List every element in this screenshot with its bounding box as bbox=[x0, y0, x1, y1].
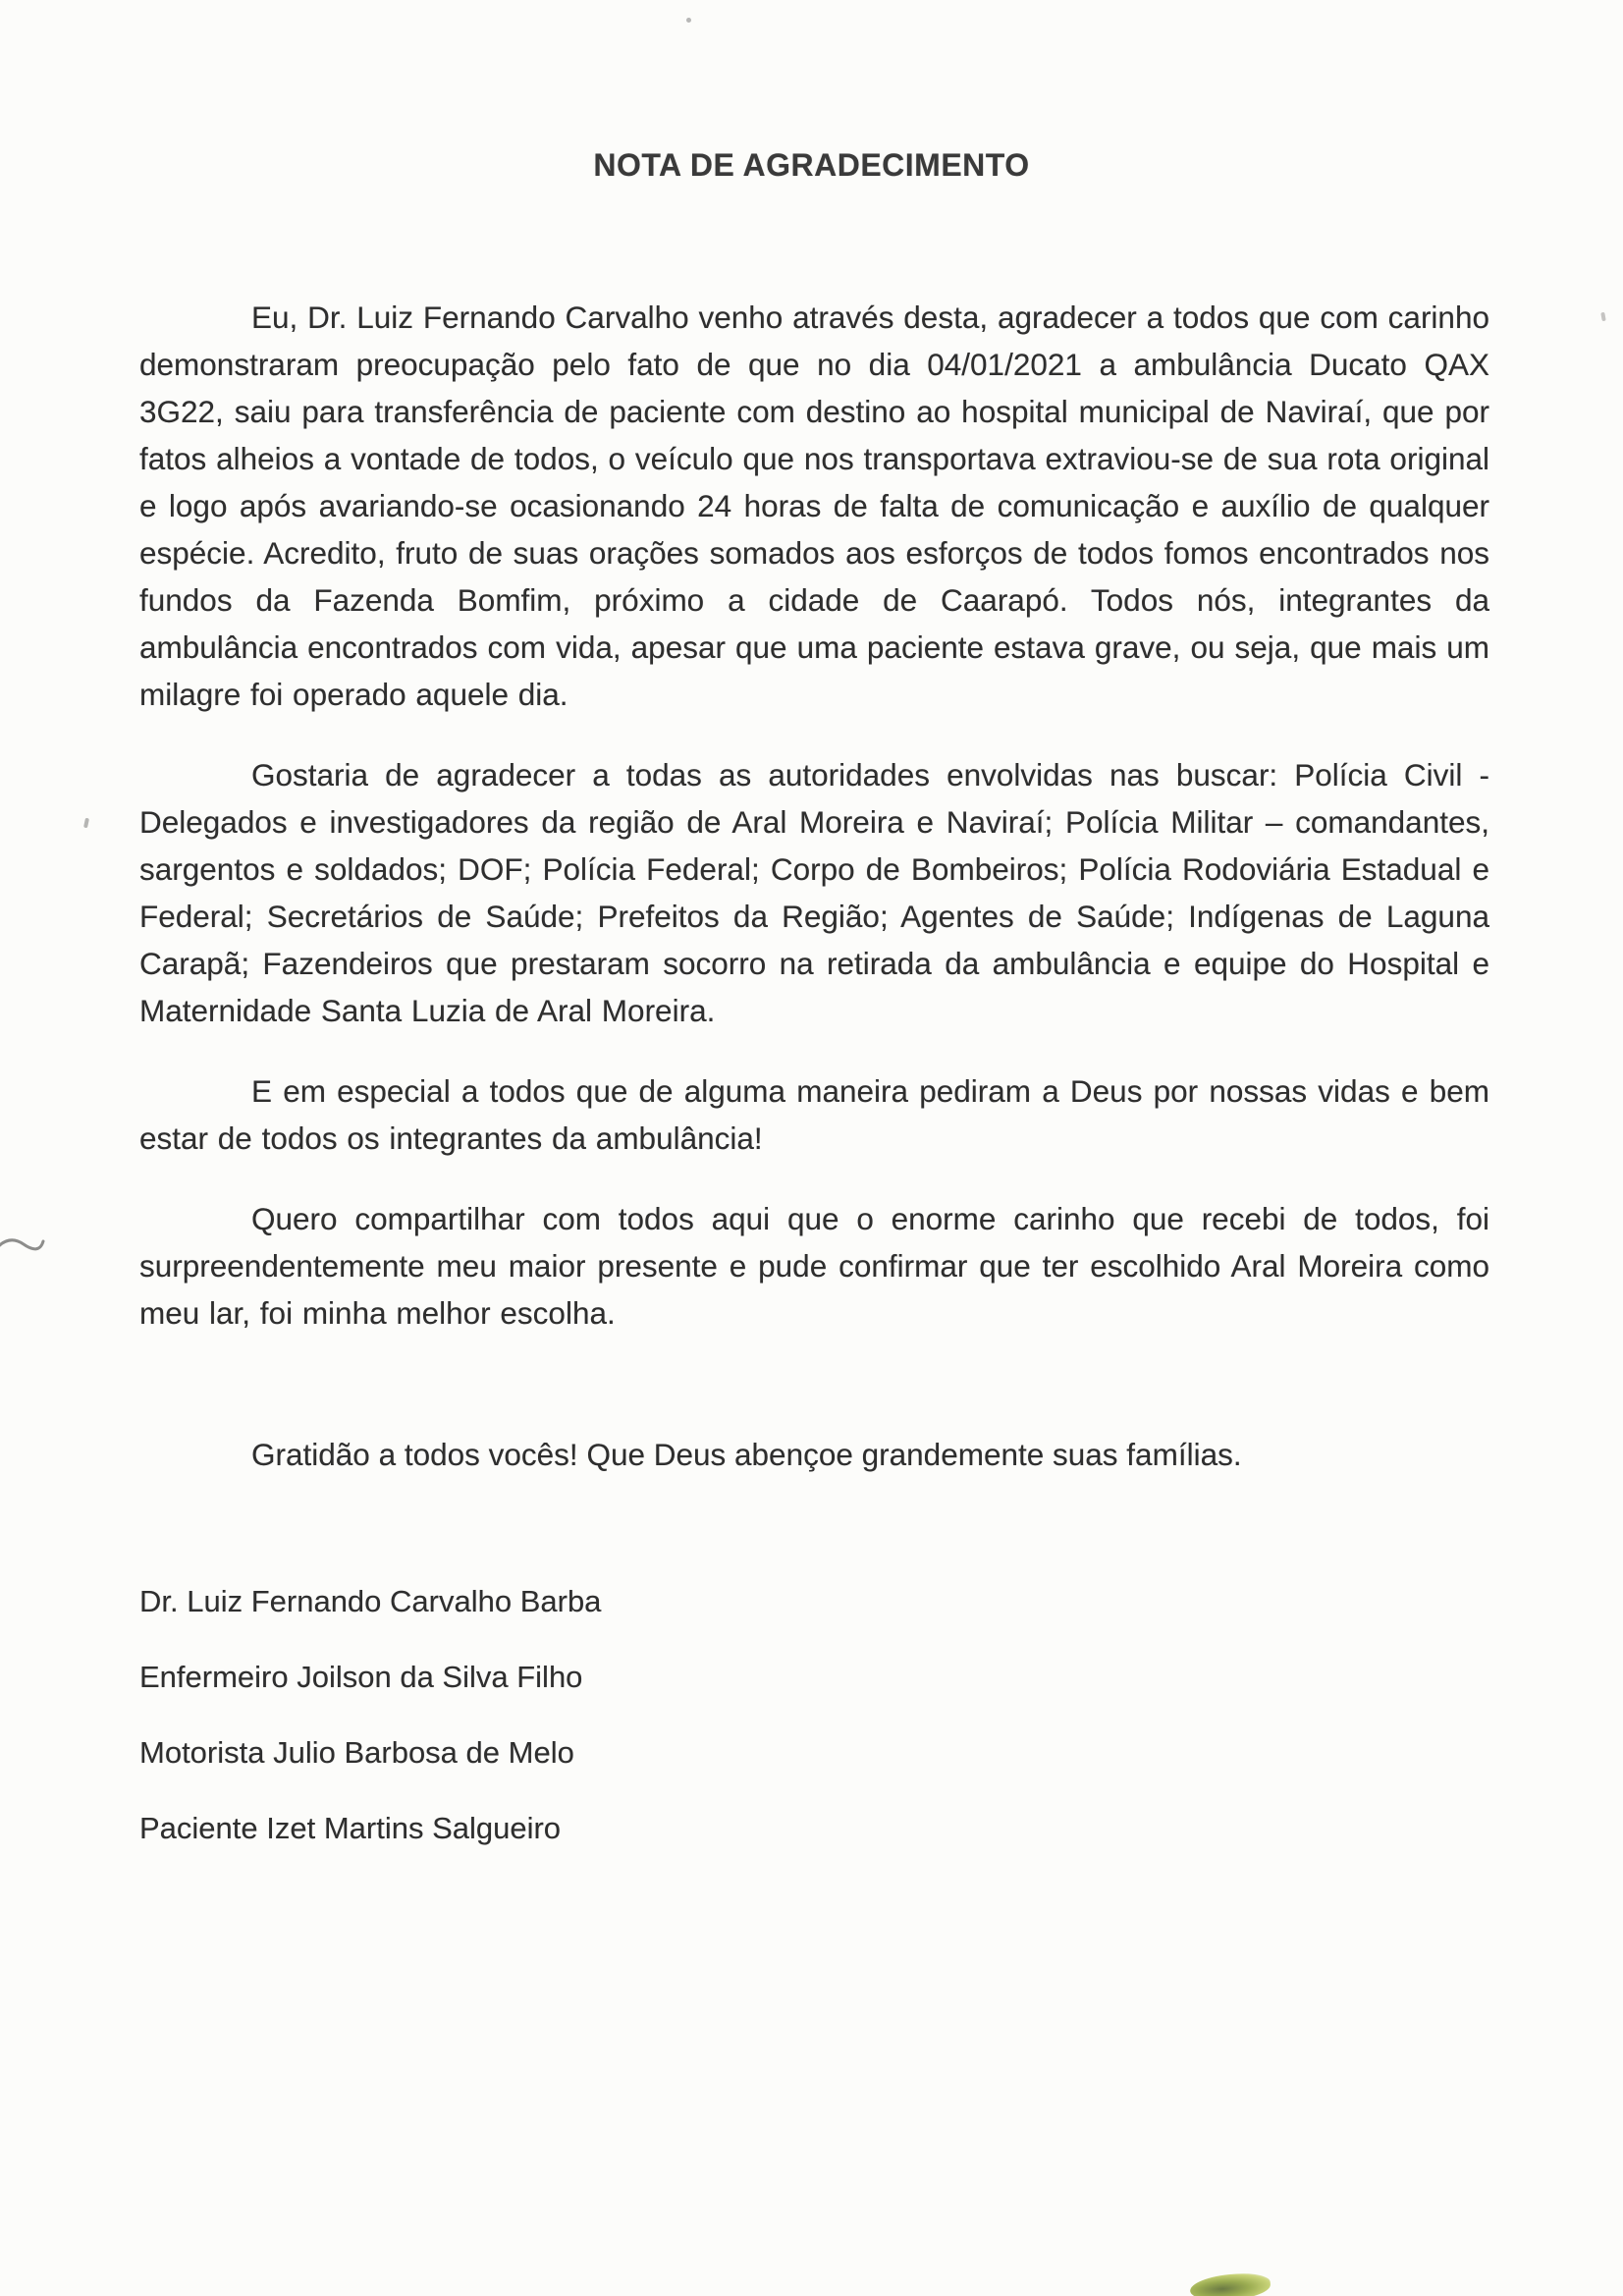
paragraph-personal-note: Quero compartilhar com todos aqui que o enorme carinho que recebi de todos, foi surpreendentemente meu maior presente e pude confirmar que ter escolhido Aral Moreira como meu lar, foi minha melhor escolha. bbox=[139, 1201, 1489, 1331]
paragraph-authorities-thanks: Gostaria de agradecer a todas as autoridades envolvidas nas buscar: Polícia Civil - Delegados e investigadores da região de Aral Moreira e Naviraí; Polícia Militar – comandantes, sargentos e soldados; DOF; Polícia Federal; Corpo de Bombeiros; Polícia Rodoviária Estadual e Federal; Secretários de Saúde; Prefeitos da Região; Agentes de Saúde; Indígenas de Laguna Carapã; Fazendeiros que prestaram socorro na retirada da ambulância e equipe do Hospital e Maternidade Santa Luzia de Aral Moreira. bbox=[139, 757, 1489, 1028]
paragraph-intro: Eu, Dr. Luiz Fernando Carvalho venho através desta, agradecer a todos que com carinho demonstraram preocupação pelo fato de que no dia 04/01/2021 a ambulância Ducato QAX 3G22, saiu para transferência de paciente com destino ao hospital municipal de Naviraí, que por fatos alheios a vontade de todos, o veículo que nos transportava extraviou-se de sua rota original e logo após avariando-se ocasionando 24 horas de falta de comunicação e auxílio de qualquer espécie. Acredito, fruto de suas orações somados aos esforços de todos fomos encontrados nos fundos da Fazenda Bomfim, próximo a cidade de Caarapó. Todos nós, integrantes da ambulância encontrados com vida, apesar que uma paciente estava grave, ou seja, que mais um milagre foi operado aquele dia. bbox=[139, 300, 1489, 712]
signature-block bbox=[139, 1578, 1489, 1852]
signature-nurse: Enfermeiro Joilson da Silva Filho bbox=[139, 1660, 583, 1694]
pencil-squiggle-mark bbox=[0, 1230, 45, 1259]
signature-doctor: Dr. Luiz Fernando Carvalho Barba bbox=[139, 1584, 602, 1618]
scan-speck bbox=[686, 18, 691, 23]
signature-patient: Paciente Izet Martins Salgueiro bbox=[139, 1811, 562, 1845]
scan-speck bbox=[83, 818, 89, 829]
letter-body bbox=[139, 294, 1489, 1478]
page-title: NOTA DE AGRADECIMENTO bbox=[593, 147, 1030, 183]
scan-speck bbox=[1600, 312, 1606, 322]
paragraph-special-thanks: E em especial a todos que de alguma maneira pediram a Deus por nossas vidas e bem estar de todos os integrantes da ambulância! bbox=[139, 1073, 1489, 1156]
closing-blessing-line: Gratidão a todos vocês! Que Deus abençoe grandemente suas famílias. bbox=[251, 1437, 1242, 1472]
green-ink-smudge bbox=[1189, 2271, 1271, 2296]
signature-driver: Motorista Julio Barbosa de Melo bbox=[139, 1735, 574, 1770]
